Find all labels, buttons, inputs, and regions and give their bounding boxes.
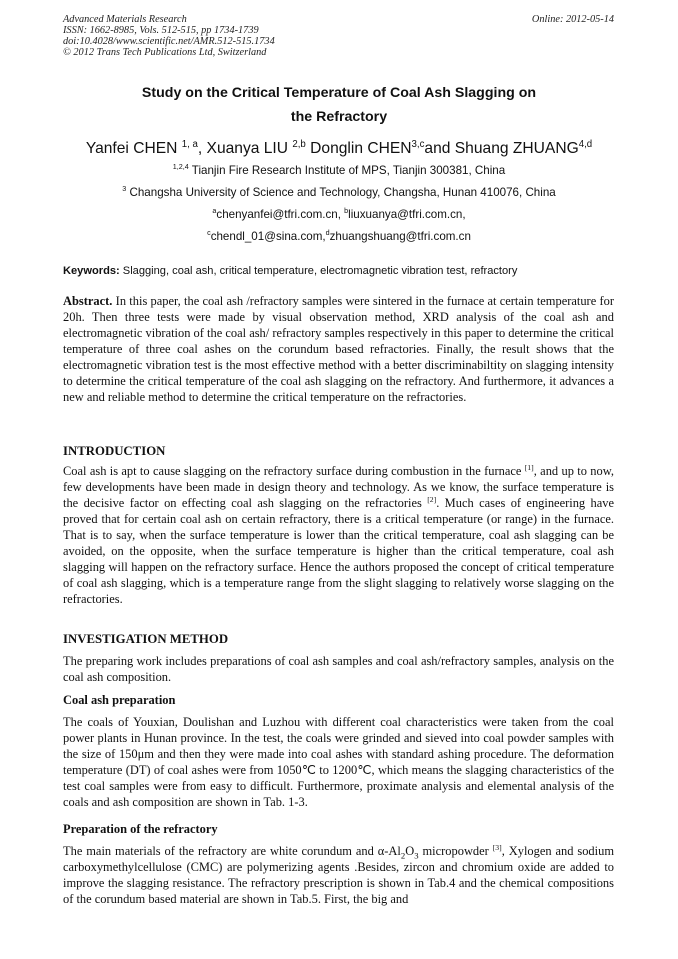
- method-intro: The preparing work includes preparations of coal ash samples and coal ash/refractory samples, analysis on the coal ash composition.: [63, 654, 614, 684]
- email-d: zhuangshuang@tfri.com.cn: [329, 230, 471, 243]
- email-line-1: [63, 207, 615, 223]
- citation-3: [3]: [492, 842, 502, 852]
- journal-header: [63, 14, 275, 58]
- author-1-marker: 1, a: [181, 138, 198, 150]
- title-line-2: the Refractory: [290, 109, 388, 125]
- paper-title: [63, 81, 615, 129]
- refractory-preparation-text: [63, 843, 614, 907]
- refractory-preparation-heading: Preparation of the refractory: [63, 822, 218, 836]
- author-1: Yanfei CHEN: [85, 140, 182, 157]
- email-c-marker: c: [207, 228, 211, 238]
- doi-line: doi:10.4028/www.scientific.net/AMR.512-515.1734: [63, 36, 275, 47]
- affiliation-2-text: Changsha University of Science and Technology, Changsha, Hunan 410076, China: [126, 186, 556, 199]
- email-b-marker: b: [344, 206, 349, 216]
- email-b: liuxuanya@tfri.com.cn,: [348, 208, 466, 221]
- subscript-3: 3: [414, 850, 419, 861]
- keywords-label: Keywords:: [63, 265, 120, 277]
- abstract-label: Abstract.: [63, 294, 113, 308]
- title-line-1: Study on the Critical Temperature of Coal Ash Slagging on: [141, 85, 537, 101]
- email-c: chendl_01@sina.com,: [210, 230, 326, 243]
- method-heading: INVESTIGATION METHOD: [63, 632, 229, 646]
- intro-part-2: , and up to now, few developments have been made in design theory and technology. As we know, the surface temperature is the decisive factor on effecting coal ash slagging on the refractories: [63, 464, 614, 510]
- author-2-marker: 2,b: [292, 138, 306, 150]
- coal-ash-preparation-text: The coals of Youxian, Doulishan and Luzhou with different coal characteristics were taken from the coal power plants in Hunan province. In the test, the coals were grinded and sieved into coal powder samples with the size of 150μm and then they were made into coal ashes with standard ashing procedure. The deformation temperature (DT) of coal ashes were from 1050℃ to 1200℃, which means the slagging characteristics of the test coal samples were from easy to difficult. Furthermore, proximate analysis and elemental analysis of the coals and ash composition are shown in Tab. 1-3.: [63, 715, 614, 809]
- keywords: [63, 264, 615, 278]
- intro-part-3: . Much cases of engineering have proved that for certain coal ash on certain refractory, there is a critical temperature (or range) in the furnace. That is to say, when the surface temperature is lower than the critical temperature, coal ash slagging can be avoided, on the opposite, when the surface temperature is higher than the critical temperature, coal ash slagging will happen on the refractory surface. Hence the authors proposed the concept of critical temperature of coal ash slagging, which is a temperature range from the slight slagging to relatively worse slagging on the refractories.: [63, 496, 614, 606]
- affiliation-2-marker: 3: [122, 184, 127, 194]
- email-d-marker: d: [325, 228, 330, 238]
- email-a: chenyanfei@tfri.com.cn,: [216, 208, 345, 221]
- email-line-2: [63, 229, 615, 245]
- issn-line: ISSN: 1662-8985, Vols. 512-515, pp 1734-1739: [63, 25, 259, 36]
- affiliation-1: [63, 163, 615, 179]
- refractory-part-1: The main materials of the refractory are white corundum and α-Al: [63, 844, 401, 858]
- keywords-text: Slagging, coal ash, critical temperature, electromagnetic vibration test, refractory: [119, 265, 518, 277]
- affiliation-1-marker: 1,2,4: [172, 162, 189, 172]
- citation-1: [1]: [524, 462, 534, 472]
- author-list: [63, 140, 615, 158]
- refractory-part-3: , Xylogen and sodium carboxymethylcellulose (CMC) are polymerizing agents .Besides, zircon and chromium oxide are added to improve the slagging resistance. The refractory prescription is shown in Tab.4 and the chemical compositions of the corundum based material are shown in Tab.5. First, the big and: [63, 844, 615, 906]
- journal-name: Advanced Materials Research: [63, 14, 187, 25]
- subscript-2: 2: [400, 850, 406, 861]
- introduction-heading: INTRODUCTION: [63, 444, 166, 458]
- introduction-text: [63, 463, 614, 607]
- email-a-marker: a: [212, 206, 217, 216]
- author-2: , Xuanya LIU: [197, 140, 293, 157]
- intro-part-1: Coal ash is apt to cause slagging on the refractory surface during combustion in the furnace: [63, 464, 525, 478]
- abstract: [63, 293, 614, 405]
- author-3: Donglin CHEN: [305, 140, 412, 157]
- author-3-marker: 3,c: [411, 138, 425, 150]
- oxygen-symbol: O: [405, 844, 415, 858]
- abstract-text: In this paper, the coal ash /refractory samples were sintered in the furnace at certain temperature for 20h. Then three tests were made by visual observation method, XRD analysis of the coal ash and electromagnetic vibration of the coal ash/ refractory samples respectively in this paper to determine the critical temperature of three coal ashes on the corundum based refractories. Finally, the result shows that the electromagnetic vibration test is the most effective method with a better discriminabiltity on slagging intensity to determine the critical temperature of the coal ash slagging on the refractory. And furthermore, it advances a new and reliable method to determine the critical temperature on the refractories.: [63, 294, 614, 404]
- author-4: and Shuang ZHUANG: [424, 140, 579, 157]
- affiliation-1-text: Tianjin Fire Research Institute of MPS, Tianjin 300381, China: [188, 164, 506, 177]
- affiliation-2: [63, 185, 615, 201]
- citation-2: [2]: [427, 494, 437, 504]
- refractory-part-2: micropowder: [418, 844, 493, 858]
- online-date: Online: 2012-05-14: [531, 14, 614, 25]
- coal-ash-preparation-heading: Coal ash preparation: [63, 693, 176, 707]
- author-4-marker: 4,d: [578, 138, 593, 150]
- copyright-line: © 2012 Trans Tech Publications Ltd, Switzerland: [63, 47, 267, 58]
